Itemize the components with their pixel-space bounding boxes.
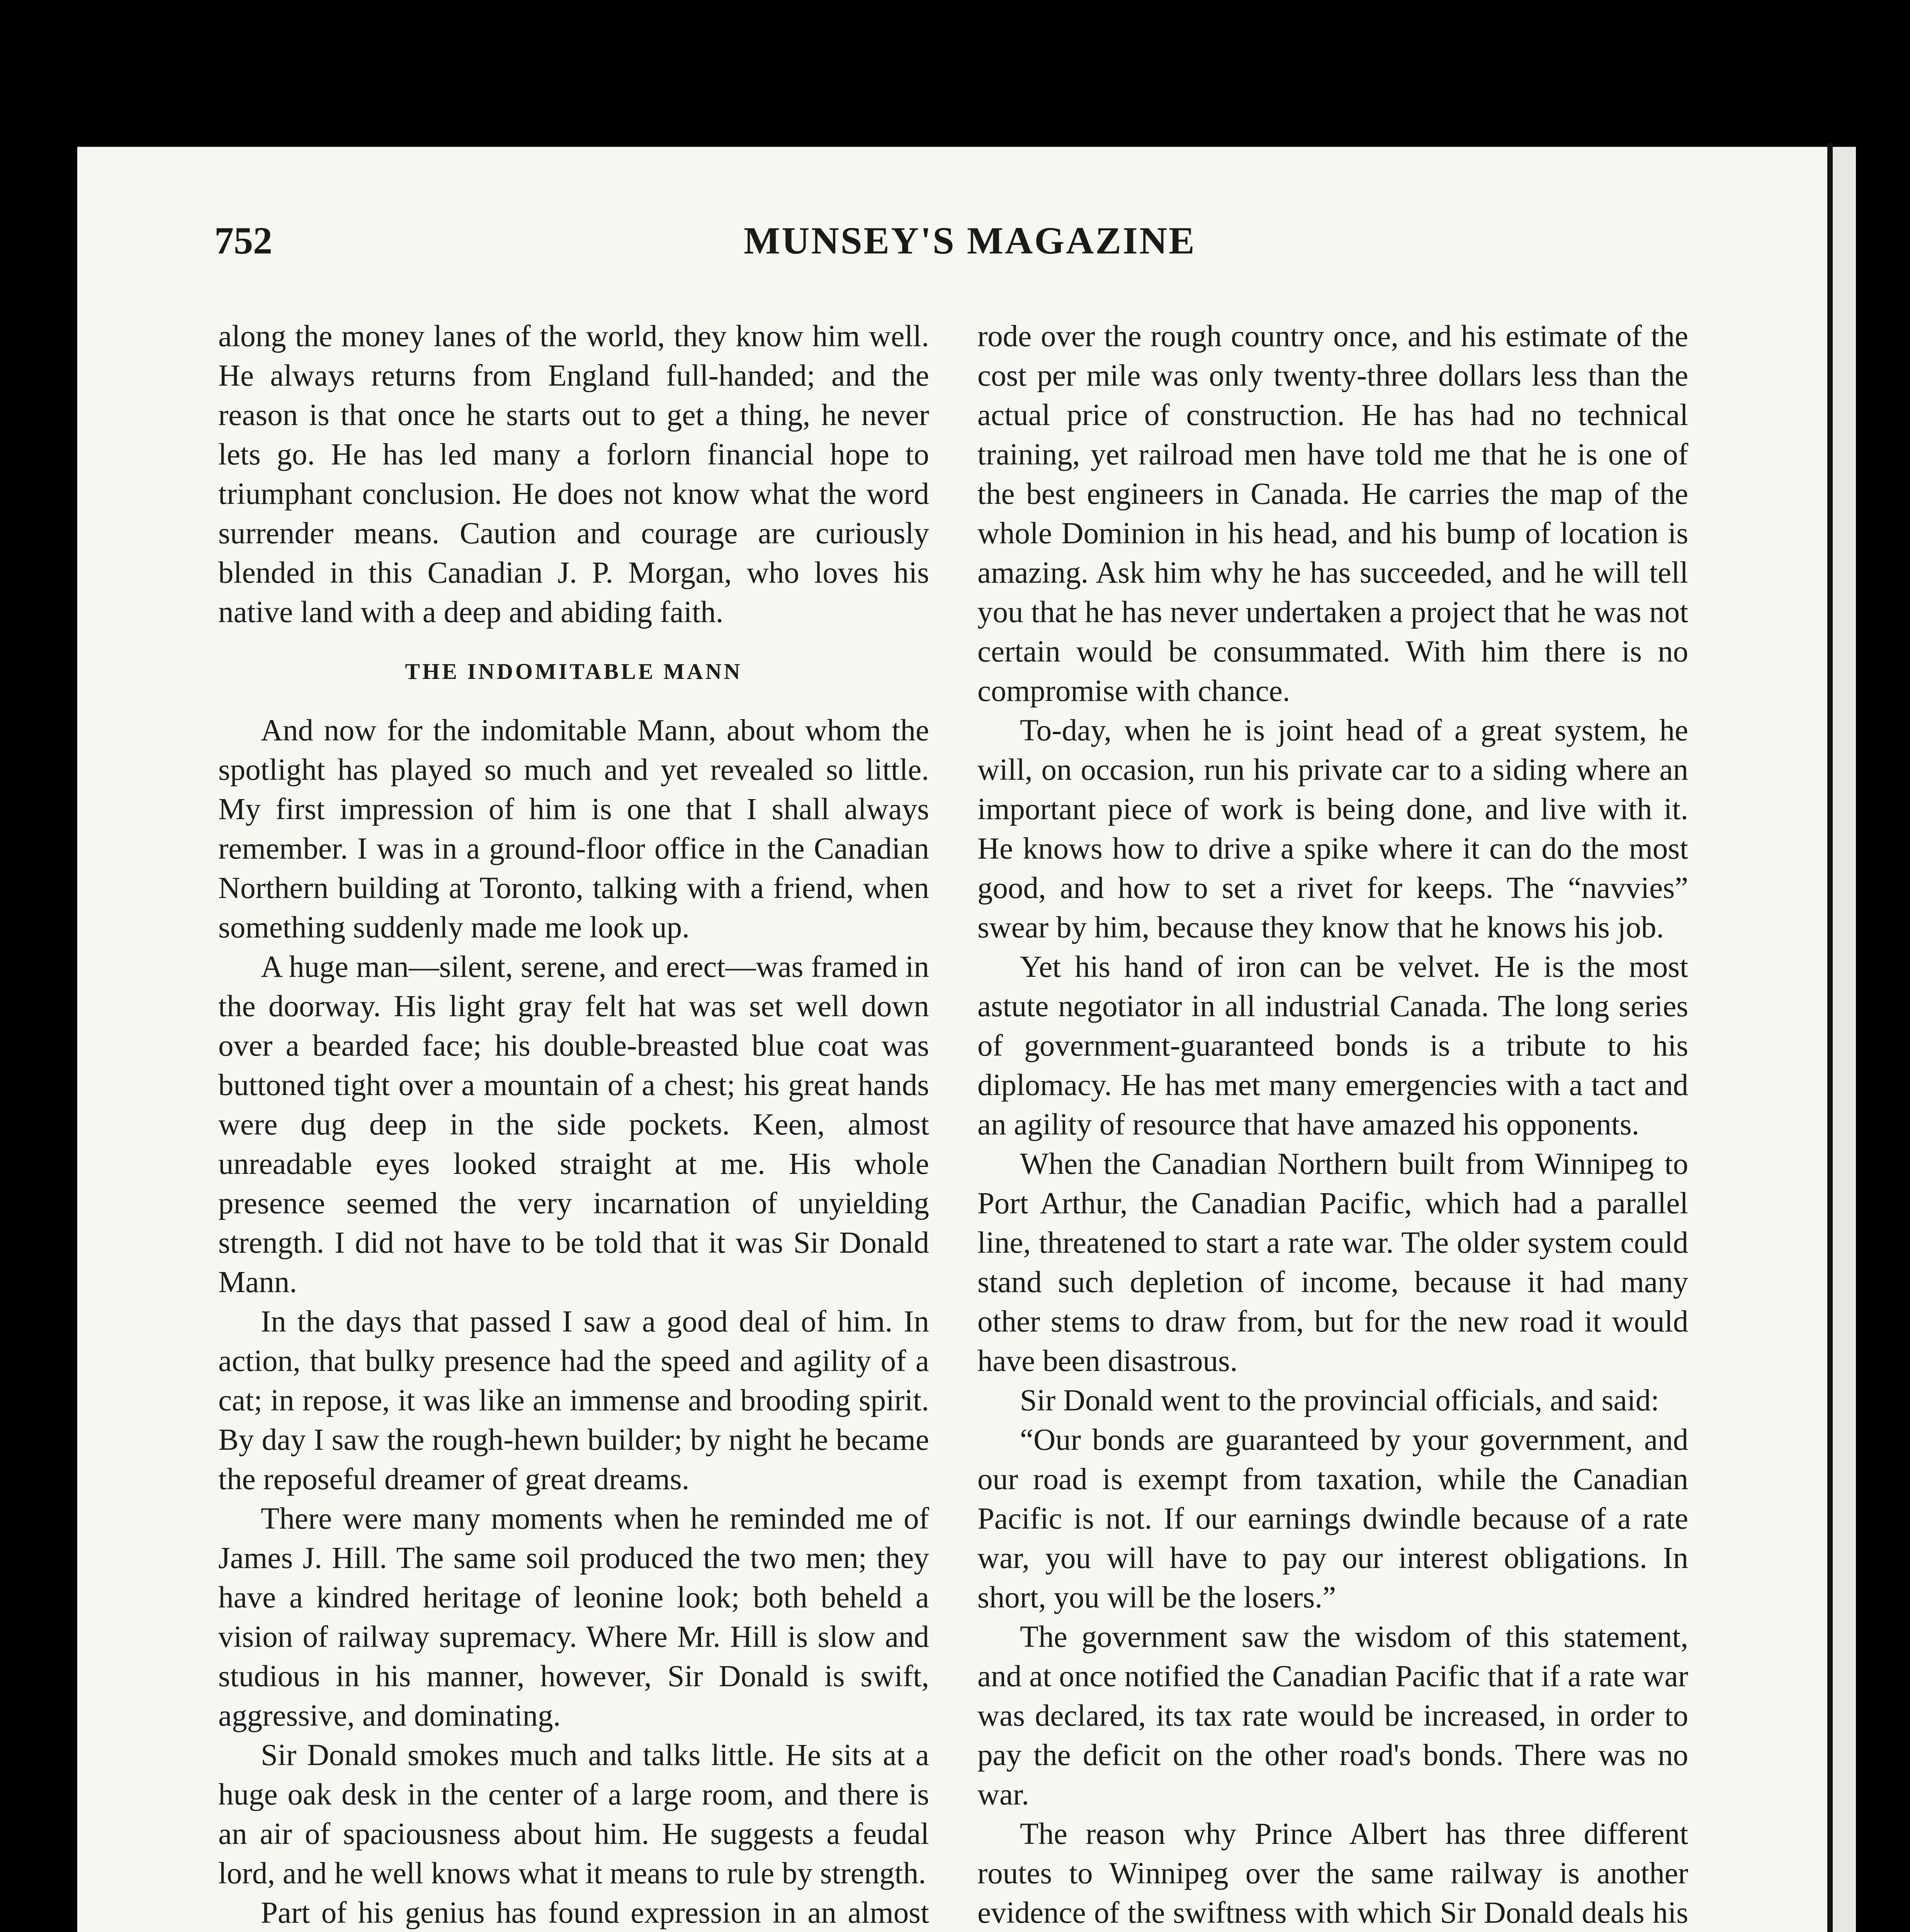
paragraph: And now for the indomitable Mann, about whom the spotlight has played so much and yet revealed so little. My first impression of him is one that I shall always remember. I was in a ground-floor office in the Canadian Northern building at Toronto, talking with a friend, when something suddenly made me look up. — [218, 714, 929, 944]
section-subhead: THE INDOMITABLE MANN — [405, 659, 743, 684]
paragraph: To-day, when he is joint head of a great system, he will, on occasion, run his private car to a siding where an important piece of work is being done, and live with it. He knows how to drive a spike where it can do the most good, and how to set a rivet for keeps. The “navvies” swear by him, because they know that he knows his job. — [977, 714, 1688, 944]
paragraph: There were many moments when he reminded me of James J. Hill. The same soil produced the two men; they have a kindred heritage of leonine look; both beheld a vision of railway supremacy. Where Mr. Hill is slow and studious in his manner, however, Sir Donald is swift, aggressive, and dominating. — [218, 1502, 929, 1733]
left-column — [218, 317, 929, 1932]
paragraph: “Our bonds are guaranteed by your government, and our road is exempt from taxation, while the Canadian Pacific is not. If our earnings dwindle because of a rate war, you will have to pay our interest obligations. In short, you will be the losers.” — [977, 1423, 1688, 1614]
paragraph: A huge man—silent, serene, and erect—was framed in the doorway. His light gray felt hat was set well down over a bearded face; his double-breasted blue coat was buttoned tight over a mountain of a chest; his great hands were dug deep in the side pockets. Keen, almost unreadable eyes looked straight at me. His whole presence seemed the very incarnation of unyielding strength. I did not have to be told that it was Sir Donald Mann. — [218, 950, 929, 1299]
paragraph: Sir Donald smokes much and talks little. He sits at a huge oak desk in the center of a large room, and there is an air of spaciousness about him. He suggests a feudal lord, and he well knows what it means to rule by strength. — [218, 1738, 929, 1890]
paragraph: rode over the rough country once, and his estimate of the cost per mile was only twenty-three dollars less than the actual price of construction. He has had no technical training, yet railroad men have told me that he is one of the best engineers in Canada. He carries the map of the whole Dominion in his head, and his bump of location is amazing. Ask him why he has succeeded, and he will tell you that he has never undertaken a project that he was not certain would be consummated. With him there is no compromise with chance. — [977, 320, 1688, 708]
paragraph: Sir Donald went to the provincial officials, and said: — [1020, 1384, 1659, 1417]
right-column — [977, 317, 1688, 1932]
page-header — [214, 212, 1779, 270]
page-gutter-shadow — [1827, 143, 1833, 1932]
paragraph: Yet his hand of iron can be velvet. He is the most astute negotiator in all industrial Canada. The long series of government-guaranteed bonds is a tribute to his diplomacy. He has met many emergencies with a tact and an agility of resource that have amazed his opponents. — [977, 950, 1688, 1141]
paragraph: The government saw the wisdom of this statement, and at once notified the Canadian Pacific that if a rate war was declared, its tax rate would be increased, in order to pay the deficit on the other road's bonds. There was no war. — [977, 1620, 1688, 1811]
page-number: 752 — [214, 219, 272, 262]
paragraph: along the money lanes of the world, they know him well. He always returns from England full-handed; and the reason is that once he starts out to get a thing, he never lets go. He has led many a forlorn financial hope to triumphant conclusion. He does not know what the word surrender means. Caution and courage are curiously blended in this Canadian J. P. Morgan, who loves his native land with a deep and abiding faith. — [218, 320, 929, 629]
paragraph: Part of his genius has found expression in an almost — [261, 1896, 929, 1930]
facing-page-edge — [1833, 147, 1856, 1932]
paragraph: When the Canadian Northern built from Winnipeg to Port Arthur, the Canadian Pacific, which had a parallel line, threatened to start a rate war. The older system could stand such depletion of income, because it had many other stems to draw from, but for the new road it would have been disastrous. — [977, 1147, 1688, 1378]
paragraph: In the days that passed I saw a good deal of him. In action, that bulky presence had the speed and agility of a cat; in repose, it was like an immense and brooding spirit. By day I saw the rough-hewn builder; by night he became the reposeful dreamer of great dreams. — [218, 1305, 929, 1496]
running-head: MUNSEY'S MAGAZINE — [744, 219, 1196, 262]
paragraph: The reason why Prince Albert has three different routes to Winnipeg over the same railway is another evidence of the swiftness with which Sir Donald deals his — [977, 1817, 1688, 1930]
